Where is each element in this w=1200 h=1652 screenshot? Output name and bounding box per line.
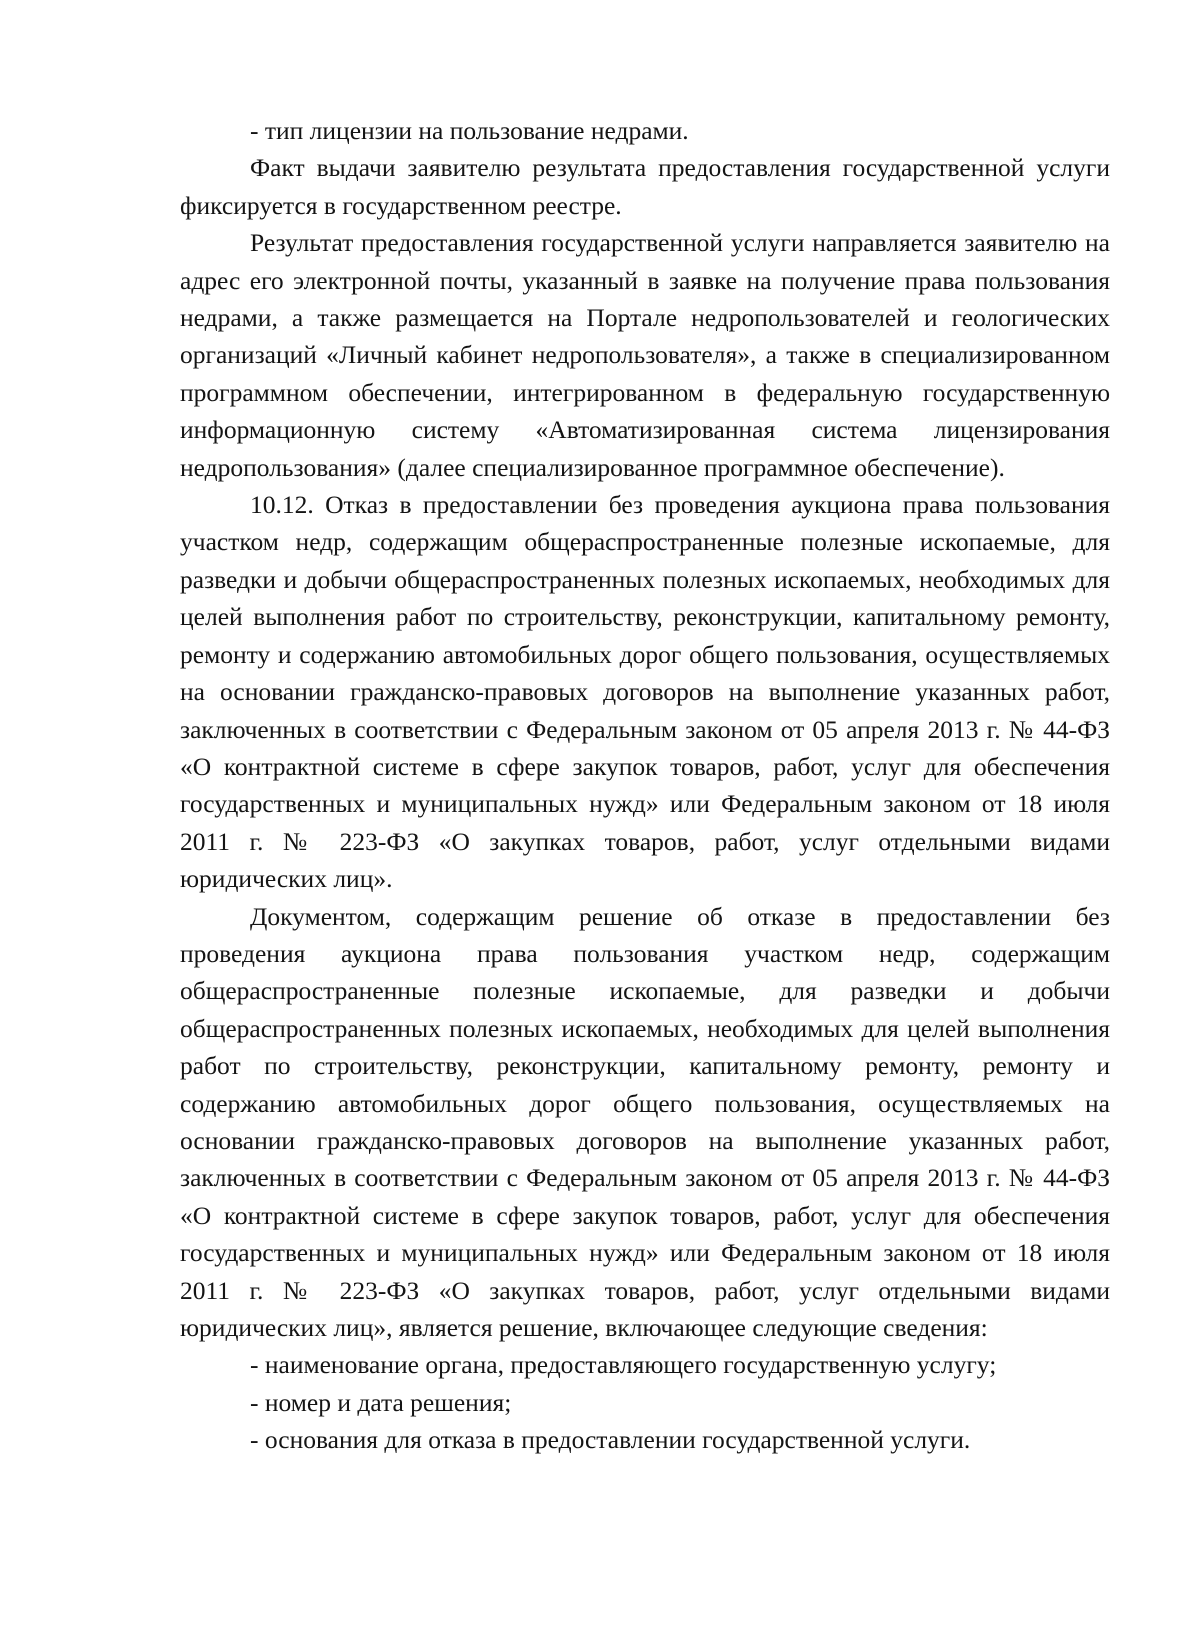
- paragraph-section-10-12: 10.12. Отказ в предоставлении без проведения аукциона права пользования участком недр, содержащим общераспространенные полезные ископаемые, для разведки и добычи общераспространенных полезных ископаемых, необходимых для целей выполнения работ по строительству, реконструкции, капитальному ремонту, ремонту и содержанию автомобильных дорог общего пользования, осуществляемых на основании гражданско-правовых договоров на выполнение указанных работ, заключенных в соответствии с Федеральным законом от 05 апреля 2013 г. № 44-ФЗ «О контрактной системе в сфере закупок товаров, работ, услуг для обеспечения государственных и муниципальных нужд» или Федеральным законом от 18 июля 2011 г. № 223-ФЗ «О закупках товаров, работ, услуг отдельными видами юридических лиц».: [180, 490, 1110, 894]
- list-item-authority-name: - наименование органа, предоставляющего государственную услугу;: [250, 1350, 997, 1380]
- paragraph-refusal-document: Документом, содержащим решение об отказе в предоставлении без проведения аукциона права пользования участком недр, содержащим общераспространенные полезные ископаемые, для разведки и добычи общераспространенных полезных ископаемых, необходимых для целей выполнения работ по строительству, реконструкции, капитальному ремонту, ремонту и содержанию автомобильных дорог общего пользования, осуществляемых на основании гражданско-правовых договоров на выполнение указанных работ, заключенных в соответствии с Федеральным законом от 05 апреля 2013 г. № 44-ФЗ «О контрактной системе в сфере закупок товаров, работ, услуг для обеспечения государственных и муниципальных нужд» или Федеральным законом от 18 июля 2011 г. № 223-ФЗ «О закупках товаров, работ, услуг отдельными видами юридических лиц», является решение, включающее следующие сведения:: [180, 901, 1110, 1342]
- list-item-decision-number-date: - номер и дата решения;: [250, 1387, 512, 1417]
- paragraph-result-delivery: Результат предоставления государственной услуги направляется заявителю на адрес его электронной почты, указанный в заявке на получение права пользования недрами, а также размещается на Портале недропользователей и геологических организаций «Личный кабинет недропользователя», а также в специализированном программном обеспечении, интегрированном в федеральную государственную информационную систему «Автоматизированная система лицензирования недропользования» (далее специализированное программное обеспечение).: [180, 228, 1110, 482]
- document-page: [180, 112, 1110, 1459]
- paragraph-registry-record: Факт выдачи заявителю результата предоставления государственной услуги фиксируется в государственном реестре.: [180, 153, 1110, 220]
- list-item-license-type: - тип лицензии на пользование недрами.: [250, 116, 689, 145]
- list-item-refusal-grounds: - основания для отказа в предоставлении государственной услуги.: [250, 1425, 971, 1455]
